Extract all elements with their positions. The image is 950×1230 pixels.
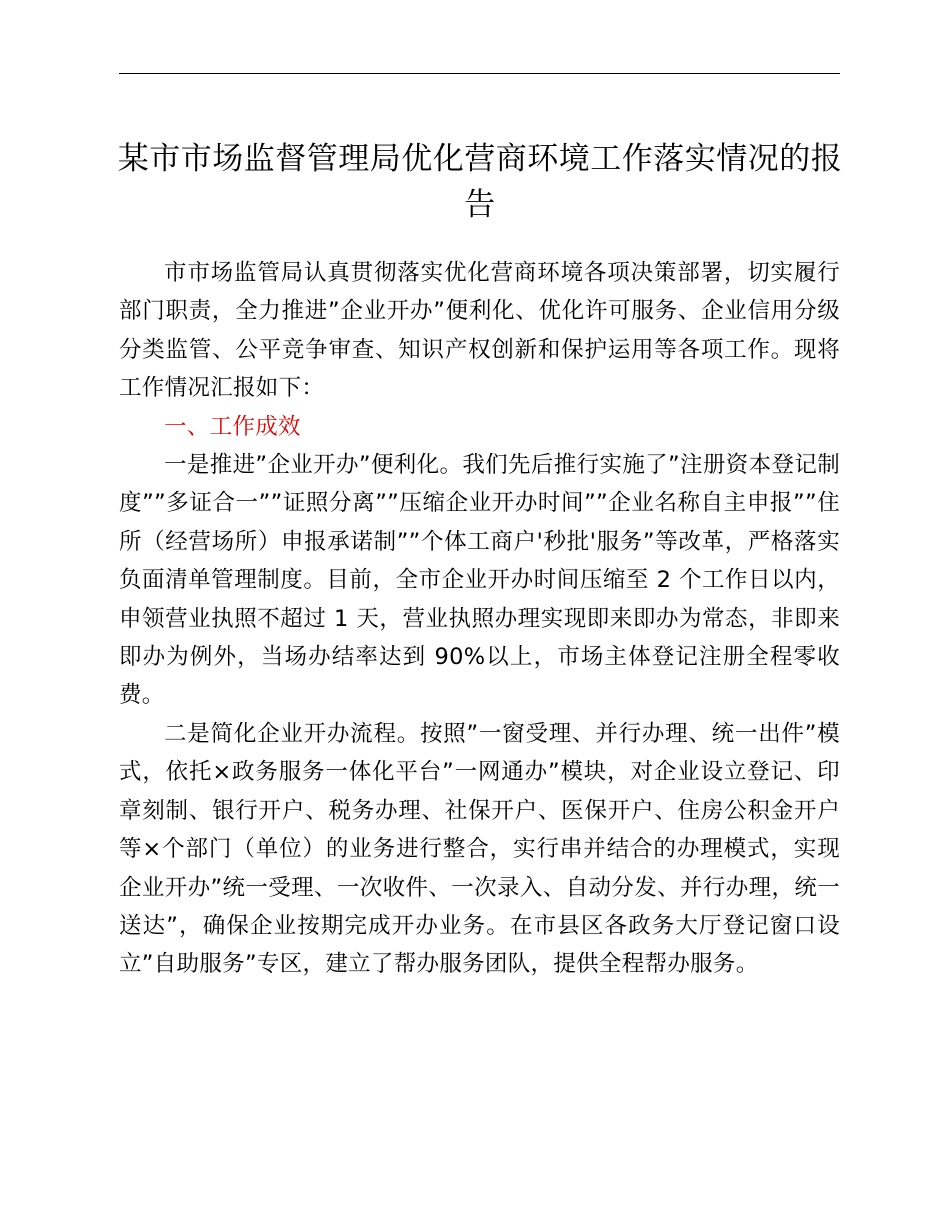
paragraph-simplify-process: 二是简化企业开办流程。按照”一窗受理、并行办理、统一出件”模式，依托×政务服务一体化平台”一网通办”模块，对企业设立登记、印章刻制、银行开户、税务办理、社保开户、医保开户、住房公积金开户等×个部门（单位）的业务进行整合，实行串并结合的办理模式，实现企业开办”统一受理、一次收件、一次录入、自动分发、并行办理，统一送达”，确保企业按期完成开办业务。在市县区各政务大厅登记窗口设立”自助服务”专区，建立了帮办服务团队，提供全程帮办服务。 (119, 720, 840, 978)
paragraph-enterprise-startup: 一是推进”企业开办”便利化。我们先后推行实施了”注册资本登记制度””多证合一””证照分离””压缩企业开办时间””企业名称自主申报””住所（经营场所）申报承诺制””个体工商户'秒批'服务”等改革，严格落实负面清单管理制度。目前，全市企业开办时间压缩至 2 个工作日以内，申领营业执照不超过 1 天，营业执照办理实现即来即办为常态，非即来即办为例外，当场办结率达到 90%以上，市场主体登记注册全程零收费。 (119, 452, 840, 709)
document-title: 某市市场监督管理局优化营商环境工作落实情况的报告 (117, 141, 843, 223)
section-heading-achievements: 一、工作成效 (164, 413, 301, 440)
header-rule (119, 73, 840, 74)
document-body (119, 254, 840, 984)
intro-paragraph: 市市场监管局认真贯彻落实优化营商环境各项决策部署，切实履行部门职责，全力推进”企业开办”便利化、优化许可服务、企业信用分级分类监管、公平竞争审查、知识产权创新和保护运用等各项工作。现将工作情况汇报如下： (119, 260, 840, 402)
